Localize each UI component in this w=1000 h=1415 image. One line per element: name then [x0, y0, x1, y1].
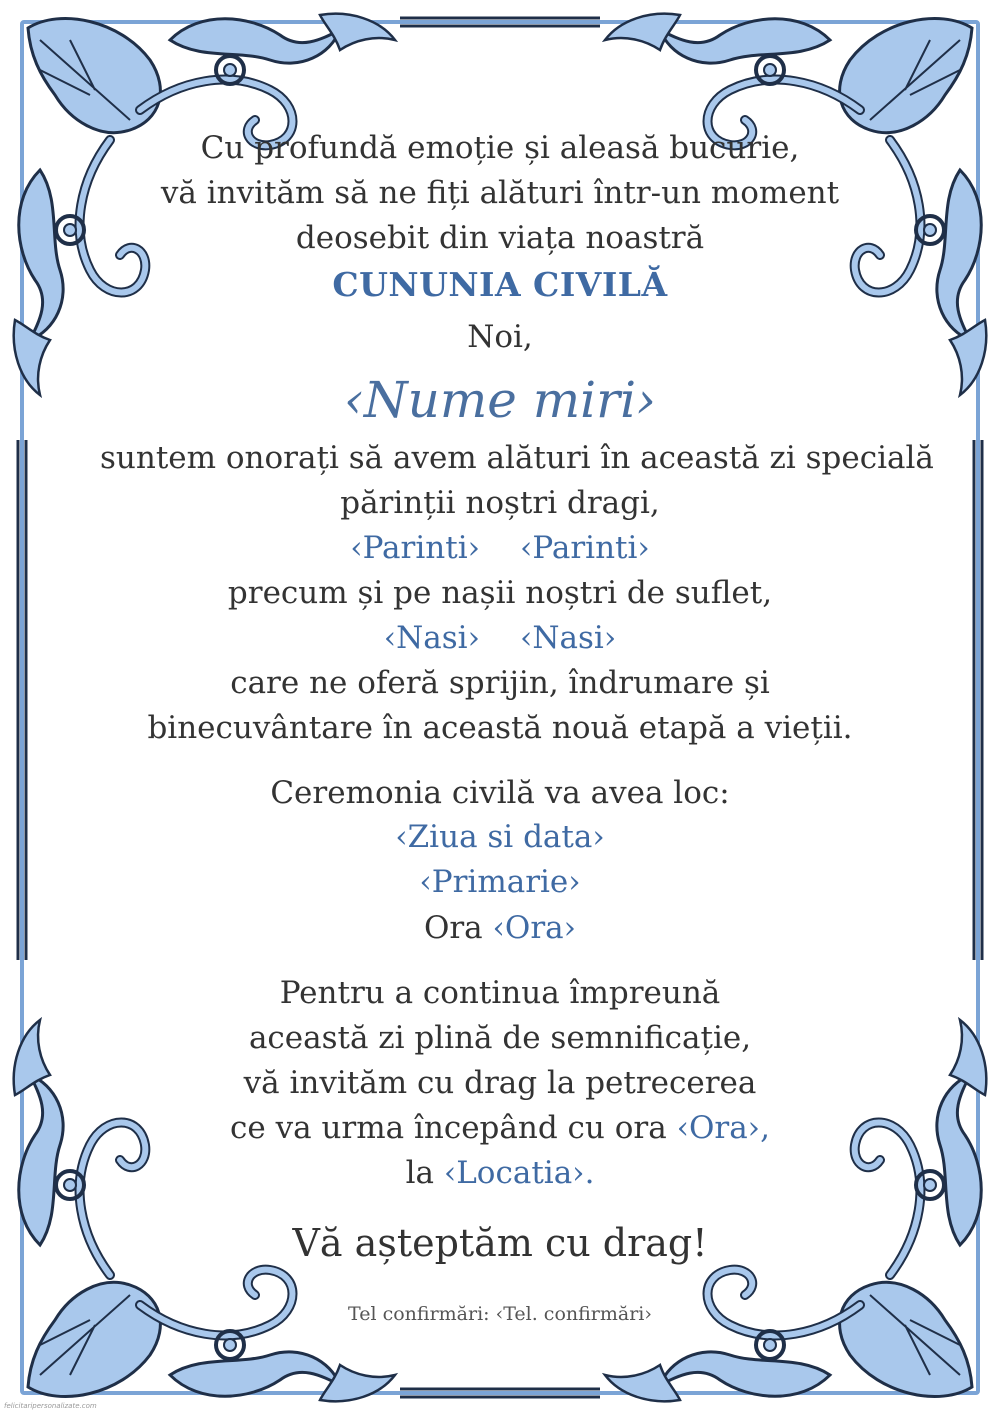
honored-line-1: suntem onorați să avem alături în această zi specială — [100, 440, 934, 476]
party-line-2: această zi plină de semnificație, — [248, 1020, 752, 1056]
ceremony-venue: ‹Primarie› — [419, 864, 581, 900]
godparents-intro: precum și pe nașii noștri de suflet, — [227, 575, 773, 611]
party-time: ‹Ora›, — [676, 1110, 770, 1146]
ceremony-time: ‹Ora› — [492, 910, 577, 946]
godparents-line — [100, 618, 900, 658]
party-location: ‹Locatia›. — [443, 1155, 595, 1191]
parents-line — [100, 528, 900, 568]
support-line-1: care ne oferă sprijin, îndrumare și — [230, 665, 770, 701]
intro-line-3: deosebit din viața noastră — [295, 220, 705, 256]
party-line-4 — [100, 1108, 900, 1148]
event-title: CUNUNIA CIVILĂ — [332, 265, 668, 304]
closing-line: Vă așteptăm cu drag! — [292, 1221, 708, 1265]
rsvp-phone: ‹Tel. confirmări› — [495, 1303, 652, 1325]
rsvp-line — [100, 1302, 900, 1326]
intro-line-1: Cu profundă emoție și aleasă bucurie, — [200, 130, 800, 166]
ceremony-time-line — [100, 908, 900, 948]
ceremony-time-label: Ora — [423, 910, 483, 946]
intro-line-2: vă invităm să ne fiți alături într-un moment — [160, 175, 840, 211]
parents-placeholder-1: ‹Parinti› — [350, 530, 480, 566]
ceremony-date: ‹Ziua si data› — [395, 819, 605, 855]
watermark: felicitaripersonalizate.com — [4, 1402, 97, 1410]
godparents-placeholder-1: ‹Nasi› — [383, 620, 480, 656]
ceremony-intro: Ceremonia civilă va avea loc: — [270, 775, 730, 811]
honored-line-2: părinții noștri dragi, — [340, 485, 660, 521]
party-location-prefix: la — [405, 1155, 434, 1191]
party-time-prefix: ce va urma începând cu ora — [230, 1110, 667, 1146]
party-line-3: vă invităm cu drag la petrecerea — [243, 1065, 757, 1101]
parents-placeholder-2: ‹Parinti› — [520, 530, 650, 566]
rsvp-label: Tel confirmări: — [348, 1303, 490, 1325]
we-label: Noi, — [467, 319, 533, 355]
party-line-5 — [100, 1153, 900, 1193]
couple-names: ‹Nume miri› — [343, 371, 657, 429]
godparents-placeholder-2: ‹Nasi› — [520, 620, 617, 656]
support-line-2: binecuvântare în această nouă etapă a vieții. — [147, 710, 853, 746]
party-line-1: Pentru a continua împreună — [279, 975, 721, 1011]
